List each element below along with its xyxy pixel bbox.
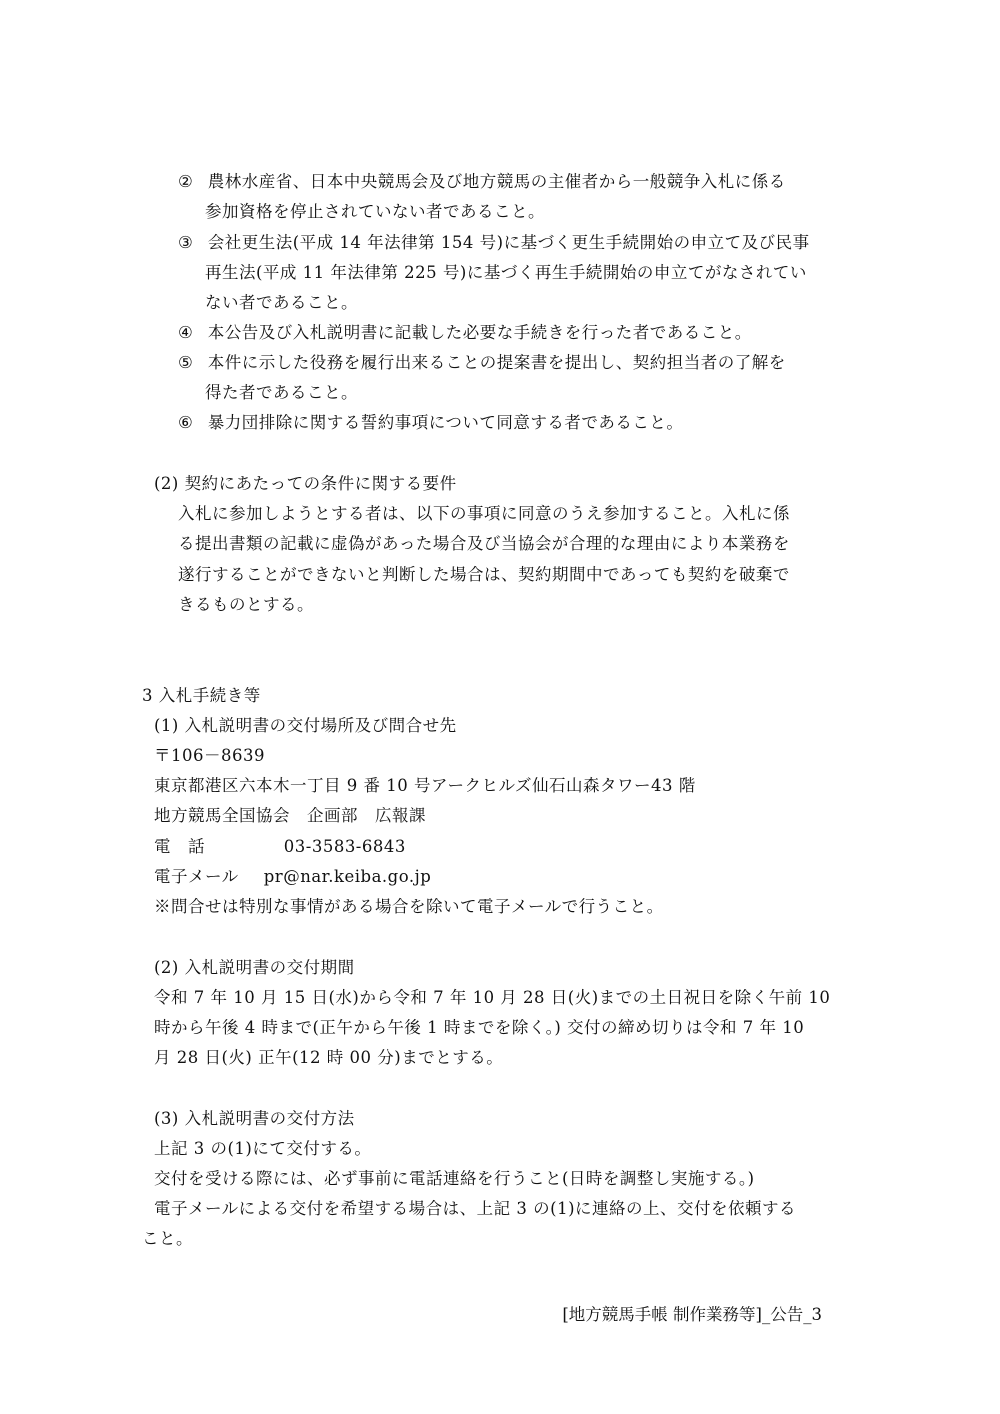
list-item-6 [178, 412, 683, 434]
paragraph-line: 上記 3 の(1)にて交付する。 [154, 1139, 372, 1158]
address: 東京都港区六本木一丁目 9 番 10 号アークヒルズ仙石山森タワー43 階 [154, 776, 696, 795]
item-text: 農林水産省、日本中央競馬会及び地方競馬の主催者から一般競争入札に係る [207, 172, 786, 191]
paragraph-line: 遂行することができないと判断した場合は、契約期間中であっても契約を破棄で [178, 565, 790, 584]
section-3-3-heading: (3) 入札説明書の交付方法 [154, 1109, 355, 1128]
item-number: ④ [178, 323, 194, 342]
paragraph-line: 入札に参加しようとする者は、以下の事項に同意のうえ参加すること。入札に係 [178, 504, 790, 523]
paragraph-line: 令和 7 年 10 月 15 日(水)から令和 7 年 10 月 28 日(火)までの土日祝日を除く午前 10 [154, 988, 831, 1007]
list-item-5 [178, 352, 786, 374]
section-3-2-heading: (2) 入札説明書の交付期間 [154, 958, 355, 977]
list-item-3-cont: 再生法(平成 11 年法律第 225 号)に基づく再生手続開始の申立てがなされてい [205, 263, 807, 282]
item-text: 暴力団排除に関する誓約事項について同意する者であること。 [207, 413, 684, 432]
paragraph-line: る提出書類の記載に虚偽があった場合及び当協会が合理的な理由により本業務を [178, 534, 790, 553]
list-item-3 [178, 232, 810, 254]
paragraph-line: こと。 [142, 1229, 193, 1248]
paragraph-line: 月 28 日(火) 正午(12 時 00 分)までとする。 [154, 1048, 504, 1067]
item-text: 会社更生法(平成 14 年法律第 154 号)に基づく更生手続開始の申立て及び民事 [207, 233, 810, 252]
organization: 地方競馬全国協会 企画部 広報課 [154, 806, 426, 825]
paragraph-line: 交付を受ける際には、必ず事前に電話連絡を行うこと(日時を調整し実施する。) [154, 1169, 755, 1188]
phone-label: 電 話 [154, 837, 205, 856]
list-item-5-cont: 得た者であること。 [205, 383, 358, 402]
list-item-2 [178, 171, 786, 193]
page-footer: [地方競馬手帳 制作業務等]_公告_3 [562, 1305, 822, 1324]
list-item-3-cont2: ない者であること。 [205, 293, 358, 312]
section-2-2-heading: (2) 契約にあたっての条件に関する要件 [154, 474, 457, 493]
phone-number: 03-3583-6843 [283, 837, 406, 856]
list-item-4 [178, 322, 752, 344]
paragraph-line: 電子メールによる交付を希望する場合は、上記 3 の(1)に連絡の上、交付を依頼する [154, 1199, 797, 1218]
paragraph-line: きるものとする。 [178, 595, 314, 614]
item-number: ③ [178, 233, 194, 252]
list-item-2-cont: 参加資格を停止されていない者であること。 [205, 202, 545, 221]
section-3-1-heading: (1) 入札説明書の交付場所及び問合せ先 [154, 716, 457, 735]
item-text: 本件に示した役務を履行出来ることの提案書を提出し、契約担当者の了解を [207, 353, 786, 372]
email-row [154, 866, 431, 888]
phone-row [154, 836, 406, 858]
item-number: ⑤ [178, 353, 194, 372]
email-label: 電子メール [154, 867, 239, 886]
section-3-heading: 3 入札手続き等 [142, 686, 261, 705]
item-number: ② [178, 172, 194, 191]
email-address[interactable]: pr@nar.keiba.go.jp [263, 867, 432, 886]
inquiry-note: ※問合せは特別な事情がある場合を除いて電子メールで行うこと。 [154, 897, 664, 916]
paragraph-line: 時から午後 4 時まで(正午から午後 1 時までを除く。) 交付の締め切りは令和 7 年 10 [154, 1018, 805, 1037]
item-text: 本公告及び入札説明書に記載した必要な手続きを行った者であること。 [207, 323, 752, 342]
postal-code: 〒106－8639 [154, 746, 265, 765]
item-number: ⑥ [178, 413, 194, 432]
